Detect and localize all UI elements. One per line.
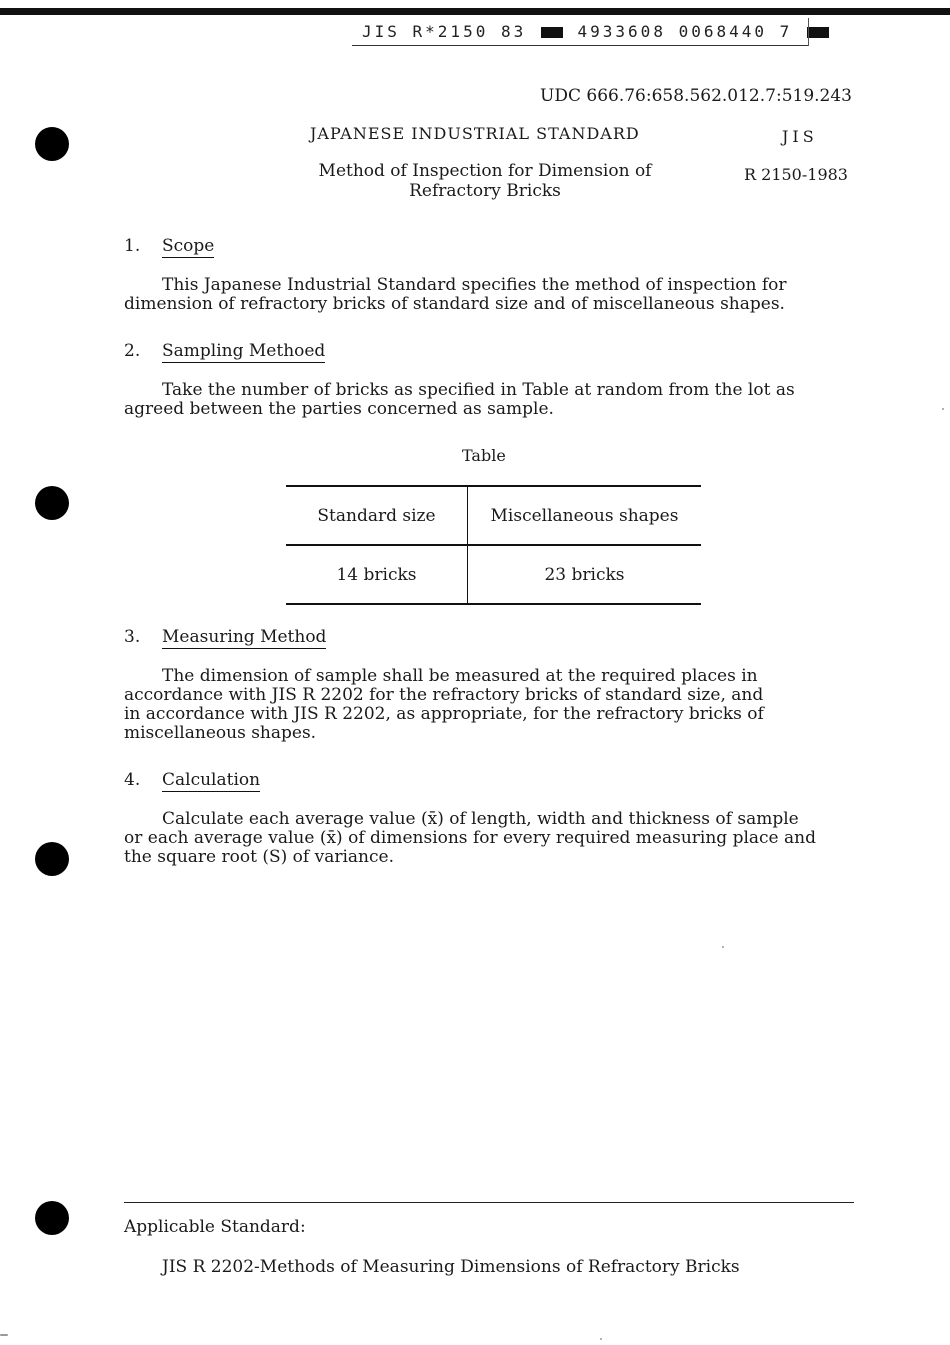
text-line: Calculate each average value (x̄) of length, width and thickness of sample: [162, 809, 799, 829]
text-line: accordance with JIS R 2202 for the refractory bricks of standard size, and: [124, 685, 764, 705]
document-code-middle: 4933608 0068440 7: [577, 22, 793, 41]
table-cell: 23 bricks: [468, 545, 702, 604]
header-rule-tick: [808, 18, 809, 46]
document-code-line: [362, 22, 831, 41]
section-title-measuring: Measuring Method: [162, 627, 327, 647]
text-line: in accordance with JIS R 2202, as appropriate, for the refractory bricks of: [124, 704, 764, 724]
standard-number: R 2150-1983: [744, 165, 848, 184]
binder-hole-icon: [35, 486, 69, 520]
barcode-block: [541, 27, 563, 38]
standard-organization: JAPANESE INDUSTRIAL STANDARD: [310, 124, 640, 143]
text-line: or each average value (x̄) of dimensions for every required measuring place and: [124, 828, 816, 848]
title-line: Method of Inspection for Dimension of: [318, 161, 652, 181]
table-row: [286, 545, 701, 604]
section-number: 4.: [124, 770, 141, 790]
footer-rule: [124, 1202, 854, 1203]
text-line: miscellaneous shapes.: [124, 723, 317, 743]
header-rule: [352, 45, 808, 46]
table-caption: Table: [462, 446, 506, 465]
scan-speck: [722, 946, 724, 948]
applicable-standard-label: Applicable Standard:: [124, 1217, 306, 1237]
table-header-cell: Miscellaneous shapes: [468, 486, 702, 545]
table-header-row: [286, 486, 701, 545]
text-line: This Japanese Industrial Standard specifies the method of inspection for: [162, 275, 787, 295]
section-body-scope: [124, 276, 869, 314]
section-number: 2.: [124, 341, 141, 361]
table-cell: 14 bricks: [286, 545, 468, 604]
binder-hole-icon: [35, 842, 69, 876]
sample-size-table: [286, 485, 701, 605]
table-header-cell: Standard size: [286, 486, 468, 545]
barcode-block: [807, 27, 829, 38]
scan-speck: [942, 408, 944, 410]
binder-hole-icon: [35, 1201, 69, 1235]
section-body-measuring: [124, 667, 869, 743]
scan-top-bar: [0, 8, 950, 15]
text-line: Take the number of bricks as specified in Table at random from the lot as: [162, 380, 795, 400]
section-number: 3.: [124, 627, 141, 647]
title-line: Refractory Bricks: [409, 181, 561, 201]
section-body-sampling: [124, 381, 869, 419]
scan-speck: [600, 1338, 602, 1340]
document-code-left: JIS R*2150 83: [362, 22, 527, 41]
scan-speck: [0, 1334, 8, 1336]
udc-classification: UDC 666.76:658.562.012.7:519.243: [540, 86, 852, 106]
section-number: 1.: [124, 236, 141, 256]
text-line: dimension of refractory bricks of standard size and of miscellaneous shapes.: [124, 294, 785, 314]
document-title: [300, 161, 670, 201]
text-line: agreed between the parties concerned as sample.: [124, 399, 554, 419]
jis-mark: JIS: [782, 127, 818, 146]
binder-hole-icon: [35, 127, 69, 161]
section-title-calculation: Calculation: [162, 770, 261, 790]
applicable-standard-item: JIS R 2202-Methods of Measuring Dimensions of Refractory Bricks: [162, 1257, 740, 1277]
section-body-calculation: [124, 810, 869, 867]
text-line: The dimension of sample shall be measured at the required places in: [162, 666, 758, 686]
text-line: the square root (S) of variance.: [124, 847, 394, 867]
section-title-scope: Scope: [162, 236, 215, 256]
section-title-sampling: Sampling Methoed: [162, 341, 326, 361]
